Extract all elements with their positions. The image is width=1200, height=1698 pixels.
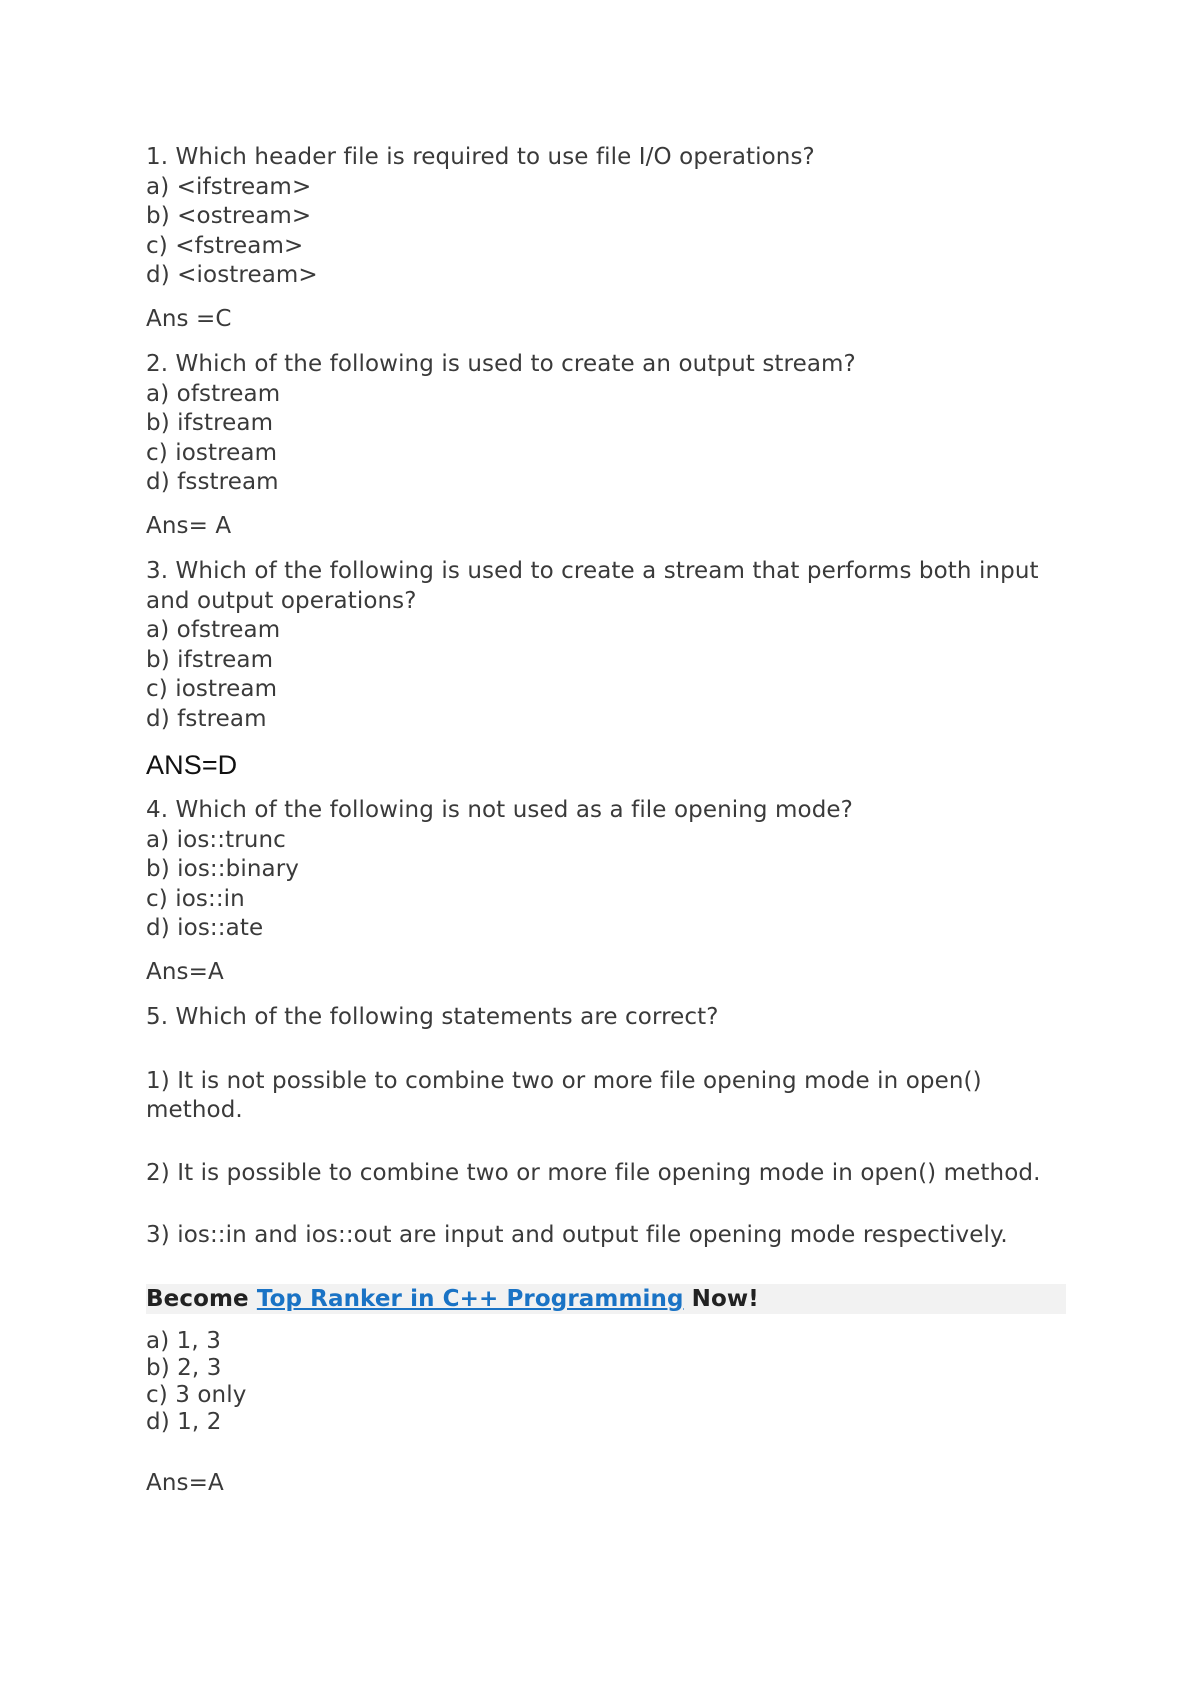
question-5 <box>146 1003 1066 1498</box>
question-5-statement-1: 1) It is not possible to combine two or more file opening mode in open() method. <box>146 1067 982 1123</box>
question-1-option-c: c) <fstream> <box>146 232 304 259</box>
question-1-text: 1. Which header file is required to use file I/O operations? <box>146 144 815 170</box>
question-2-text: 2. Which of the following is used to create an output stream? <box>146 351 856 377</box>
question-4-text: 4. Which of the following is not used as a file opening mode? <box>146 797 853 823</box>
question-5-option-b: b) 2, 3 <box>146 1354 222 1381</box>
question-5-option-d: d) 1, 2 <box>146 1408 222 1435</box>
question-5-statement-3: 3) ios::in and ios::out are input and output file opening mode respectively. <box>146 1222 1008 1248</box>
question-2 <box>146 350 1066 498</box>
question-5-option-c: c) 3 only <box>146 1381 247 1408</box>
question-3-option-a: a) ofstream <box>146 617 281 643</box>
question-2-option-c: c) iostream <box>146 439 278 466</box>
question-4-answer: Ans=A <box>146 958 224 985</box>
promo-prefix: Become <box>146 1285 257 1312</box>
promo-banner <box>146 1284 1066 1314</box>
question-5-text: 5. Which of the following statements are correct? <box>146 1004 719 1030</box>
question-4 <box>146 796 1066 944</box>
document-page <box>146 143 1066 1498</box>
question-2-option-b: b) ifstream <box>146 410 274 436</box>
question-4-option-d: d) ios::ate <box>146 915 264 941</box>
promo-link[interactable]: Top Ranker in C++ Programming <box>256 1285 684 1312</box>
question-1-answer: Ans =C <box>146 305 232 332</box>
question-3-option-c: c) iostream <box>146 676 278 702</box>
question-3 <box>146 557 1066 734</box>
question-1-option-b: b) <ostream> <box>146 203 312 229</box>
question-3-text: 3. Which of the following is used to create a stream that performs both input and output operations? <box>146 558 1039 614</box>
question-5-statement-2: 2) It is possible to combine two or more file opening mode in open() method. <box>146 1159 1041 1186</box>
question-2-answer: Ans= A <box>146 512 232 539</box>
question-1-option-d: d) <iostream> <box>146 262 318 288</box>
question-3-option-d: d) fstream <box>146 705 267 732</box>
question-5-option-a: a) 1, 3 <box>146 1327 221 1354</box>
question-4-option-a: a) ios::trunc <box>146 826 286 853</box>
question-3-option-b: b) ifstream <box>146 646 274 673</box>
question-3-answer: ANS=D <box>146 750 238 780</box>
question-4-option-b: b) ios::binary <box>146 856 299 882</box>
question-1-option-a: a) <ifstream> <box>146 173 312 200</box>
question-5-options <box>146 1328 1066 1436</box>
question-2-option-a: a) ofstream <box>146 380 281 407</box>
question-2-option-d: d) fsstream <box>146 469 279 495</box>
question-5-answer: Ans=A <box>146 1469 224 1496</box>
question-4-option-c: c) ios::in <box>146 885 245 912</box>
promo-suffix: Now! <box>683 1285 759 1312</box>
question-1 <box>146 143 1066 291</box>
